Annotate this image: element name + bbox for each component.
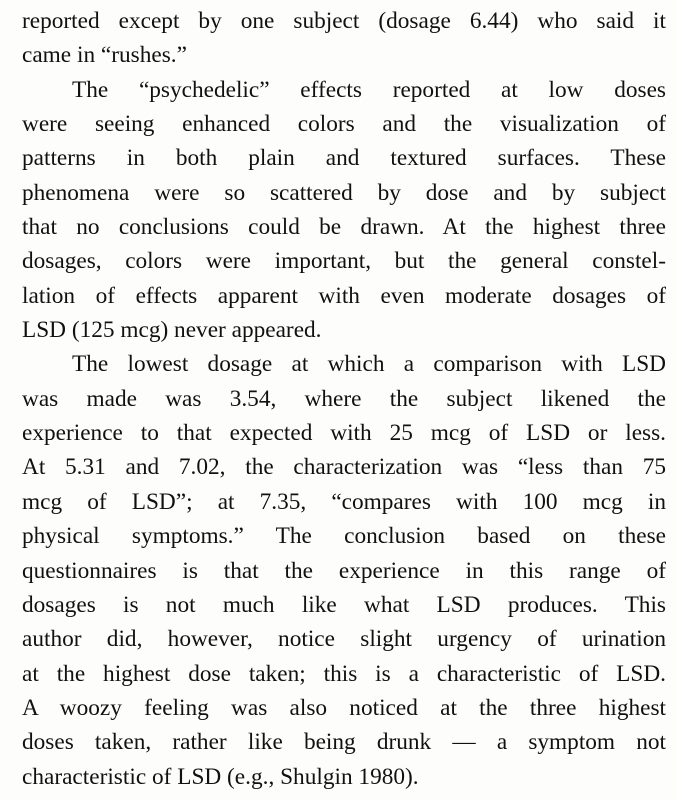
text-line: physical symptoms.” The conclusion based on these [22,523,666,550]
body-text [22,4,666,794]
text-line: characteristic of LSD (e.g., Shulgin 1980). [22,763,419,790]
text-line: were seeing enhanced colors and the visualization of [22,111,666,138]
text-line: dosages is not much like what LSD produces. This [22,591,666,618]
text-line: A woozy feeling was also noticed at the three highest [22,694,666,721]
paragraph-lsd-comparison [22,347,666,793]
text-line: lation of effects apparent with even moderate dosages of [22,282,666,309]
text-line: questionnaires is that the experience in this range of [22,557,666,584]
text-line: At 5.31 and 7.02, the characterization was “less than 75 [22,454,666,481]
text-line: The “psychedelic” effects reported at low doses [72,76,666,103]
text-line: came in “rushes.” [22,42,187,69]
text-line: author did, however, notice slight urgency of urination [22,626,666,653]
paragraph-continued [22,4,666,73]
text-line: mcg of LSD”; at 7.35, “compares with 100 mcg in [22,488,666,515]
text-line: patterns in both plain and textured surfaces. These [22,145,666,172]
text-line: LSD (125 mcg) never appeared. [22,317,322,344]
text-line: experience to that expected with 25 mcg of LSD or less. [22,420,666,447]
text-line: reported except by one subject (dosage 6.44) who said it [22,8,666,34]
text-line: phenomena were so scattered by dose and by subject [22,179,666,206]
text-line: dosages, colors were important, but the general constel- [22,248,666,275]
text-line: was made was 3.54, where the subject likened the [22,385,666,412]
text-line: at the highest dose taken; this is a characteristic of LSD. [22,660,666,687]
text-line: that no conclusions could be drawn. At the highest three [22,214,666,241]
paragraph-psychedelic-effects [22,73,666,348]
text-line: doses taken, rather like being drunk — a symptom not [22,729,666,756]
text-line: The lowest dosage at which a comparison with LSD [72,351,666,378]
